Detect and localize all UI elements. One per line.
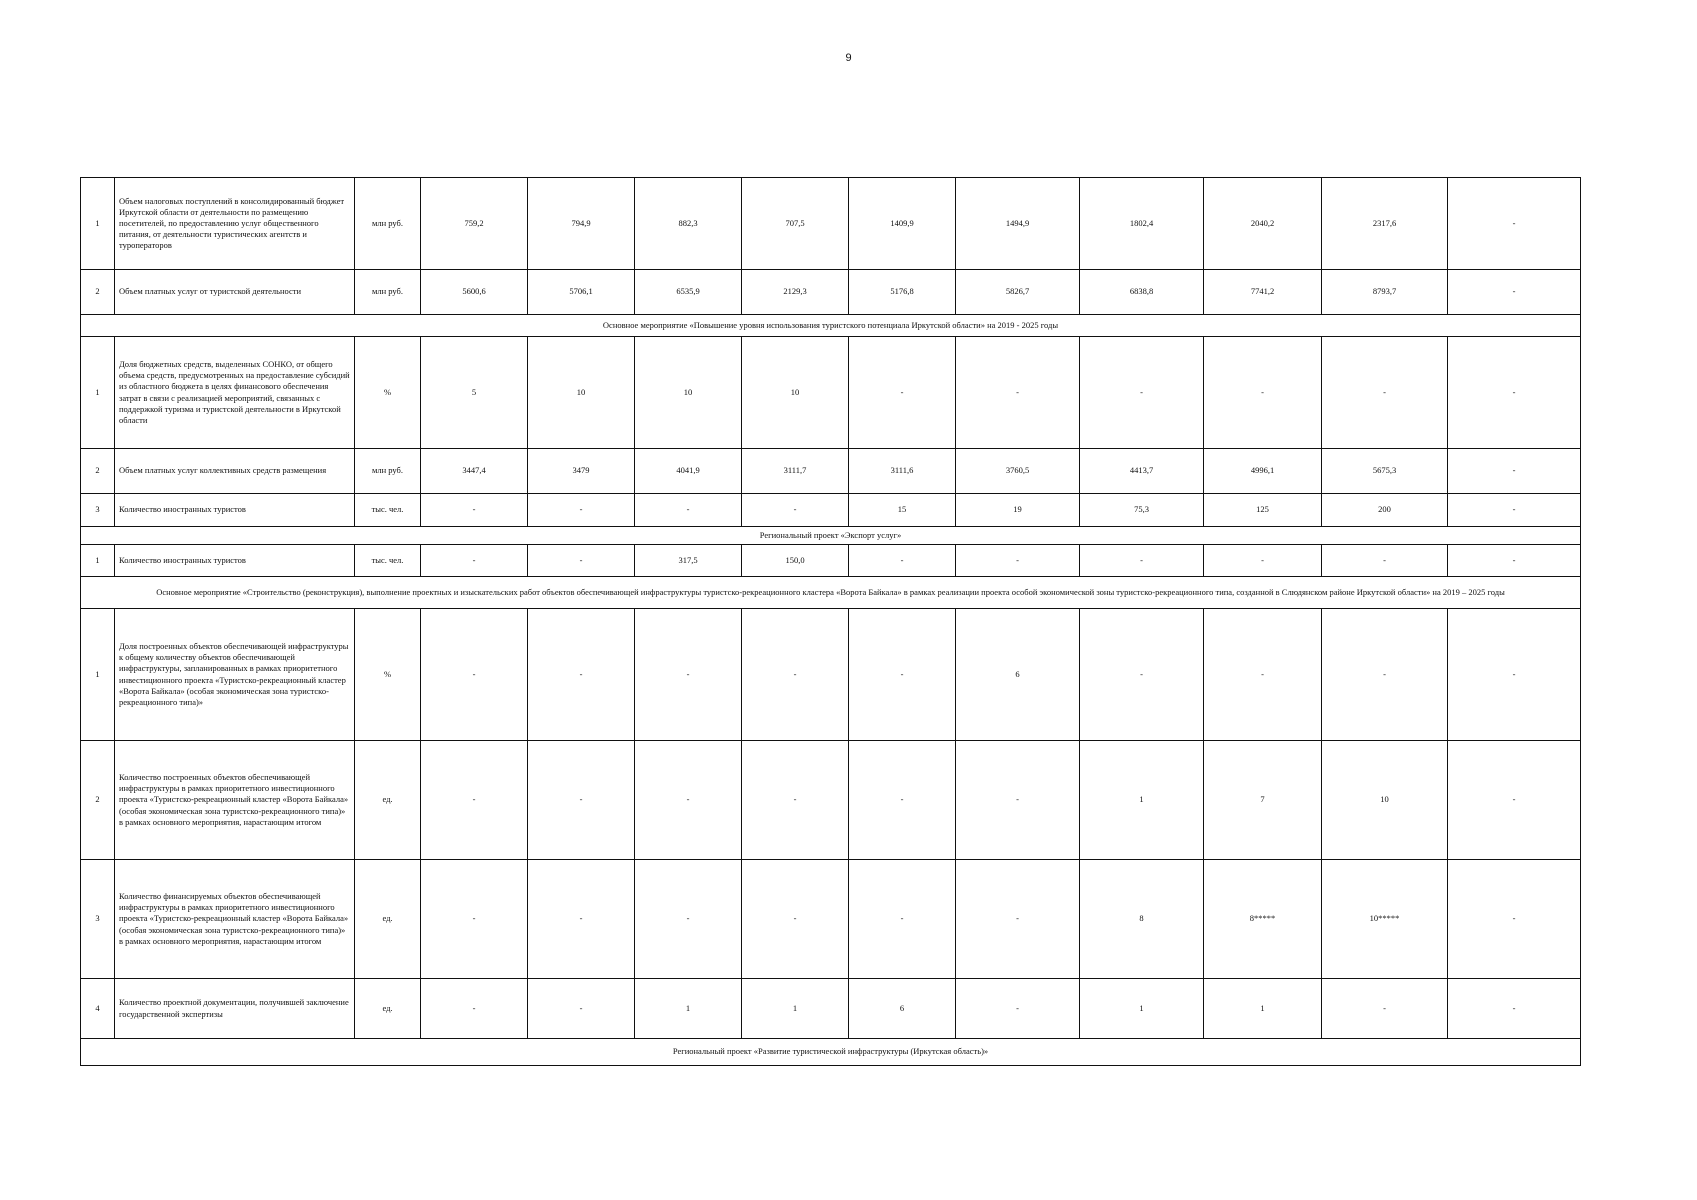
value-cell: -: [849, 860, 956, 979]
table-row: [81, 609, 1581, 741]
value-cell: 19: [956, 494, 1080, 527]
value-cell: 3447,4: [421, 449, 528, 494]
value-cell: 1: [1080, 979, 1204, 1039]
row-number: 2: [81, 449, 115, 494]
value-cell: -: [1448, 178, 1581, 270]
row-number: 1: [81, 545, 115, 577]
value-cell: 1: [635, 979, 742, 1039]
value-cell: -: [635, 609, 742, 741]
value-cell: 150,0: [742, 545, 849, 577]
value-cell: 5675,3: [1322, 449, 1448, 494]
value-cell: 6838,8: [1080, 270, 1204, 315]
indicator-name: Количество финансируемых объектов обеспечивающей инфраструктуры в рамках приоритетного инвестиционного проекта «Туристско-рекреационный кластер «Ворота Байкала» (особая экономическая зона туристско-рекреационного типа)» в рамках основного мероприятия, нарастающим итогом: [115, 860, 355, 979]
unit-cell: ед.: [355, 979, 421, 1039]
value-cell: -: [635, 494, 742, 527]
value-cell: -: [1204, 337, 1322, 449]
value-cell: -: [1322, 337, 1448, 449]
value-cell: -: [1448, 449, 1581, 494]
value-cell: -: [1448, 545, 1581, 577]
row-number: 3: [81, 860, 115, 979]
value-cell: 759,2: [421, 178, 528, 270]
value-cell: -: [1080, 545, 1204, 577]
value-cell: 794,9: [528, 178, 635, 270]
value-cell: 4041,9: [635, 449, 742, 494]
value-cell: -: [421, 494, 528, 527]
value-cell: 5826,7: [956, 270, 1080, 315]
value-cell: 882,3: [635, 178, 742, 270]
unit-cell: %: [355, 337, 421, 449]
value-cell: 5176,8: [849, 270, 956, 315]
value-cell: -: [1322, 545, 1448, 577]
value-cell: 3760,5: [956, 449, 1080, 494]
value-cell: 5706,1: [528, 270, 635, 315]
indicator-name: Количество иностранных туристов: [115, 494, 355, 527]
section-header-row: [81, 1039, 1581, 1066]
row-number: 4: [81, 979, 115, 1039]
value-cell: -: [1204, 609, 1322, 741]
value-cell: -: [1448, 270, 1581, 315]
value-cell: -: [528, 979, 635, 1039]
value-cell: 6: [849, 979, 956, 1039]
indicator-name: Объем платных услуг коллективных средств размещения: [115, 449, 355, 494]
row-number: 1: [81, 178, 115, 270]
indicator-name: Объем налоговых поступлений в консолидированный бюджет Иркутской области от деятельности по размещению посетителей, по предоставлению услуг общественного питания, от деятельности туристических агентств и туроператоров: [115, 178, 355, 270]
value-cell: -: [956, 741, 1080, 860]
value-cell: 10: [528, 337, 635, 449]
value-cell: -: [1448, 494, 1581, 527]
table-row: [81, 741, 1581, 860]
value-cell: -: [528, 741, 635, 860]
unit-cell: млн руб.: [355, 270, 421, 315]
value-cell: 5: [421, 337, 528, 449]
table-row: [81, 545, 1581, 577]
value-cell: -: [421, 609, 528, 741]
table-row: [81, 449, 1581, 494]
indicator-name: Количество проектной документации, получившей заключение государственной экспертизы: [115, 979, 355, 1039]
row-number: 2: [81, 270, 115, 315]
value-cell: 1494,9: [956, 178, 1080, 270]
value-cell: -: [742, 494, 849, 527]
value-cell: 10: [1322, 741, 1448, 860]
value-cell: 8793,7: [1322, 270, 1448, 315]
row-number: 1: [81, 337, 115, 449]
value-cell: -: [528, 494, 635, 527]
value-cell: -: [1322, 979, 1448, 1039]
value-cell: 1: [1080, 741, 1204, 860]
value-cell: 125: [1204, 494, 1322, 527]
value-cell: 2040,2: [1204, 178, 1322, 270]
value-cell: 1: [1204, 979, 1322, 1039]
value-cell: -: [421, 860, 528, 979]
value-cell: -: [1448, 979, 1581, 1039]
table-row: [81, 270, 1581, 315]
page-number: 9: [845, 52, 852, 64]
indicator-name: Доля построенных объектов обеспечивающей инфраструктуры к общему количеству объектов обеспечивающей инфраструктуры, запланированных в рамках приоритетного инвестиционного проекта «Туристско-рекреационный кластер «Ворота Байкала» (особая экономическая зона туристско-рекреационного типа)»: [115, 609, 355, 741]
value-cell: -: [421, 741, 528, 860]
value-cell: 5600,6: [421, 270, 528, 315]
value-cell: -: [1448, 337, 1581, 449]
value-cell: 10: [635, 337, 742, 449]
value-cell: -: [1080, 337, 1204, 449]
indicator-name: Доля бюджетных средств, выделенных СОНКО, от общего объема средств, предусмотренных на предоставление субсидий из областного бюджета в целях финансового обеспечения затрат в связи с реализацией мероприятий, связанных с поддержкой туризма и туристской деятельности в Иркутской области: [115, 337, 355, 449]
unit-cell: ед.: [355, 741, 421, 860]
value-cell: 2129,3: [742, 270, 849, 315]
value-cell: 7741,2: [1204, 270, 1322, 315]
table-body: [81, 178, 1581, 1066]
unit-cell: млн руб.: [355, 449, 421, 494]
value-cell: -: [742, 609, 849, 741]
value-cell: 2317,6: [1322, 178, 1448, 270]
section-header-row: [81, 527, 1581, 545]
value-cell: -: [742, 860, 849, 979]
section-title: Основное мероприятие «Строительство (реконструкция), выполнение проектных и изыскательских работ объектов обеспечивающей инфраструктуры туристско-рекреационного кластера «Ворота Байкала» в рамках реализации проекта особой экономической зоны туристско-рекреационного типа, созданной в Слюдянском районе Иркутской области» на 2019 – 2025 годы: [81, 577, 1581, 609]
value-cell: 200: [1322, 494, 1448, 527]
indicator-name: Объем платных услуг от туристской деятельности: [115, 270, 355, 315]
value-cell: 1802,4: [1080, 178, 1204, 270]
value-cell: -: [528, 545, 635, 577]
value-cell: 7: [1204, 741, 1322, 860]
value-cell: -: [742, 741, 849, 860]
table-row: [81, 494, 1581, 527]
value-cell: 1: [742, 979, 849, 1039]
value-cell: -: [421, 979, 528, 1039]
indicator-name: Количество иностранных туристов: [115, 545, 355, 577]
value-cell: -: [1448, 609, 1581, 741]
value-cell: -: [849, 741, 956, 860]
value-cell: -: [528, 609, 635, 741]
value-cell: -: [956, 545, 1080, 577]
value-cell: -: [1204, 545, 1322, 577]
value-cell: -: [635, 860, 742, 979]
row-number: 2: [81, 741, 115, 860]
value-cell: 8*****: [1204, 860, 1322, 979]
value-cell: -: [528, 860, 635, 979]
indicator-name: Количество построенных объектов обеспечивающей инфраструктуры в рамках приоритетного инвестиционного проекта «Туристско-рекреационный кластер «Ворота Байкала» (особая экономическая зона туристско-рекреационного типа)» в рамках основного мероприятия, нарастающим итогом: [115, 741, 355, 860]
value-cell: -: [956, 860, 1080, 979]
value-cell: 3111,7: [742, 449, 849, 494]
unit-cell: тыс. чел.: [355, 494, 421, 527]
value-cell: -: [956, 337, 1080, 449]
value-cell: 10*****: [1322, 860, 1448, 979]
value-cell: -: [849, 337, 956, 449]
value-cell: 707,5: [742, 178, 849, 270]
value-cell: -: [1448, 860, 1581, 979]
value-cell: 6535,9: [635, 270, 742, 315]
value-cell: -: [635, 741, 742, 860]
value-cell: -: [956, 979, 1080, 1039]
section-title: Региональный проект «Экспорт услуг»: [81, 527, 1581, 545]
value-cell: 75,3: [1080, 494, 1204, 527]
value-cell: -: [849, 609, 956, 741]
value-cell: 10: [742, 337, 849, 449]
value-cell: 8: [1080, 860, 1204, 979]
section-title: Региональный проект «Развитие туристической инфраструктуры (Иркутская область)»: [81, 1039, 1581, 1066]
value-cell: 317,5: [635, 545, 742, 577]
value-cell: 4996,1: [1204, 449, 1322, 494]
section-header-row: [81, 577, 1581, 609]
table-row: [81, 337, 1581, 449]
section-header-row: [81, 315, 1581, 337]
section-title: Основное мероприятие «Повышение уровня использования туристского потенциала Иркутской области» на 2019 - 2025 годы: [81, 315, 1581, 337]
value-cell: 6: [956, 609, 1080, 741]
unit-cell: тыс. чел.: [355, 545, 421, 577]
value-cell: -: [1080, 609, 1204, 741]
value-cell: 15: [849, 494, 956, 527]
value-cell: 4413,7: [1080, 449, 1204, 494]
table-row: [81, 860, 1581, 979]
row-number: 3: [81, 494, 115, 527]
indicators-table: [80, 177, 1581, 1066]
table-row: [81, 178, 1581, 270]
row-number: 1: [81, 609, 115, 741]
unit-cell: %: [355, 609, 421, 741]
value-cell: 1409,9: [849, 178, 956, 270]
value-cell: -: [849, 545, 956, 577]
value-cell: 3479: [528, 449, 635, 494]
value-cell: -: [1448, 741, 1581, 860]
unit-cell: ед.: [355, 860, 421, 979]
value-cell: -: [1322, 609, 1448, 741]
table-row: [81, 979, 1581, 1039]
unit-cell: млн руб.: [355, 178, 421, 270]
value-cell: 3111,6: [849, 449, 956, 494]
value-cell: -: [421, 545, 528, 577]
